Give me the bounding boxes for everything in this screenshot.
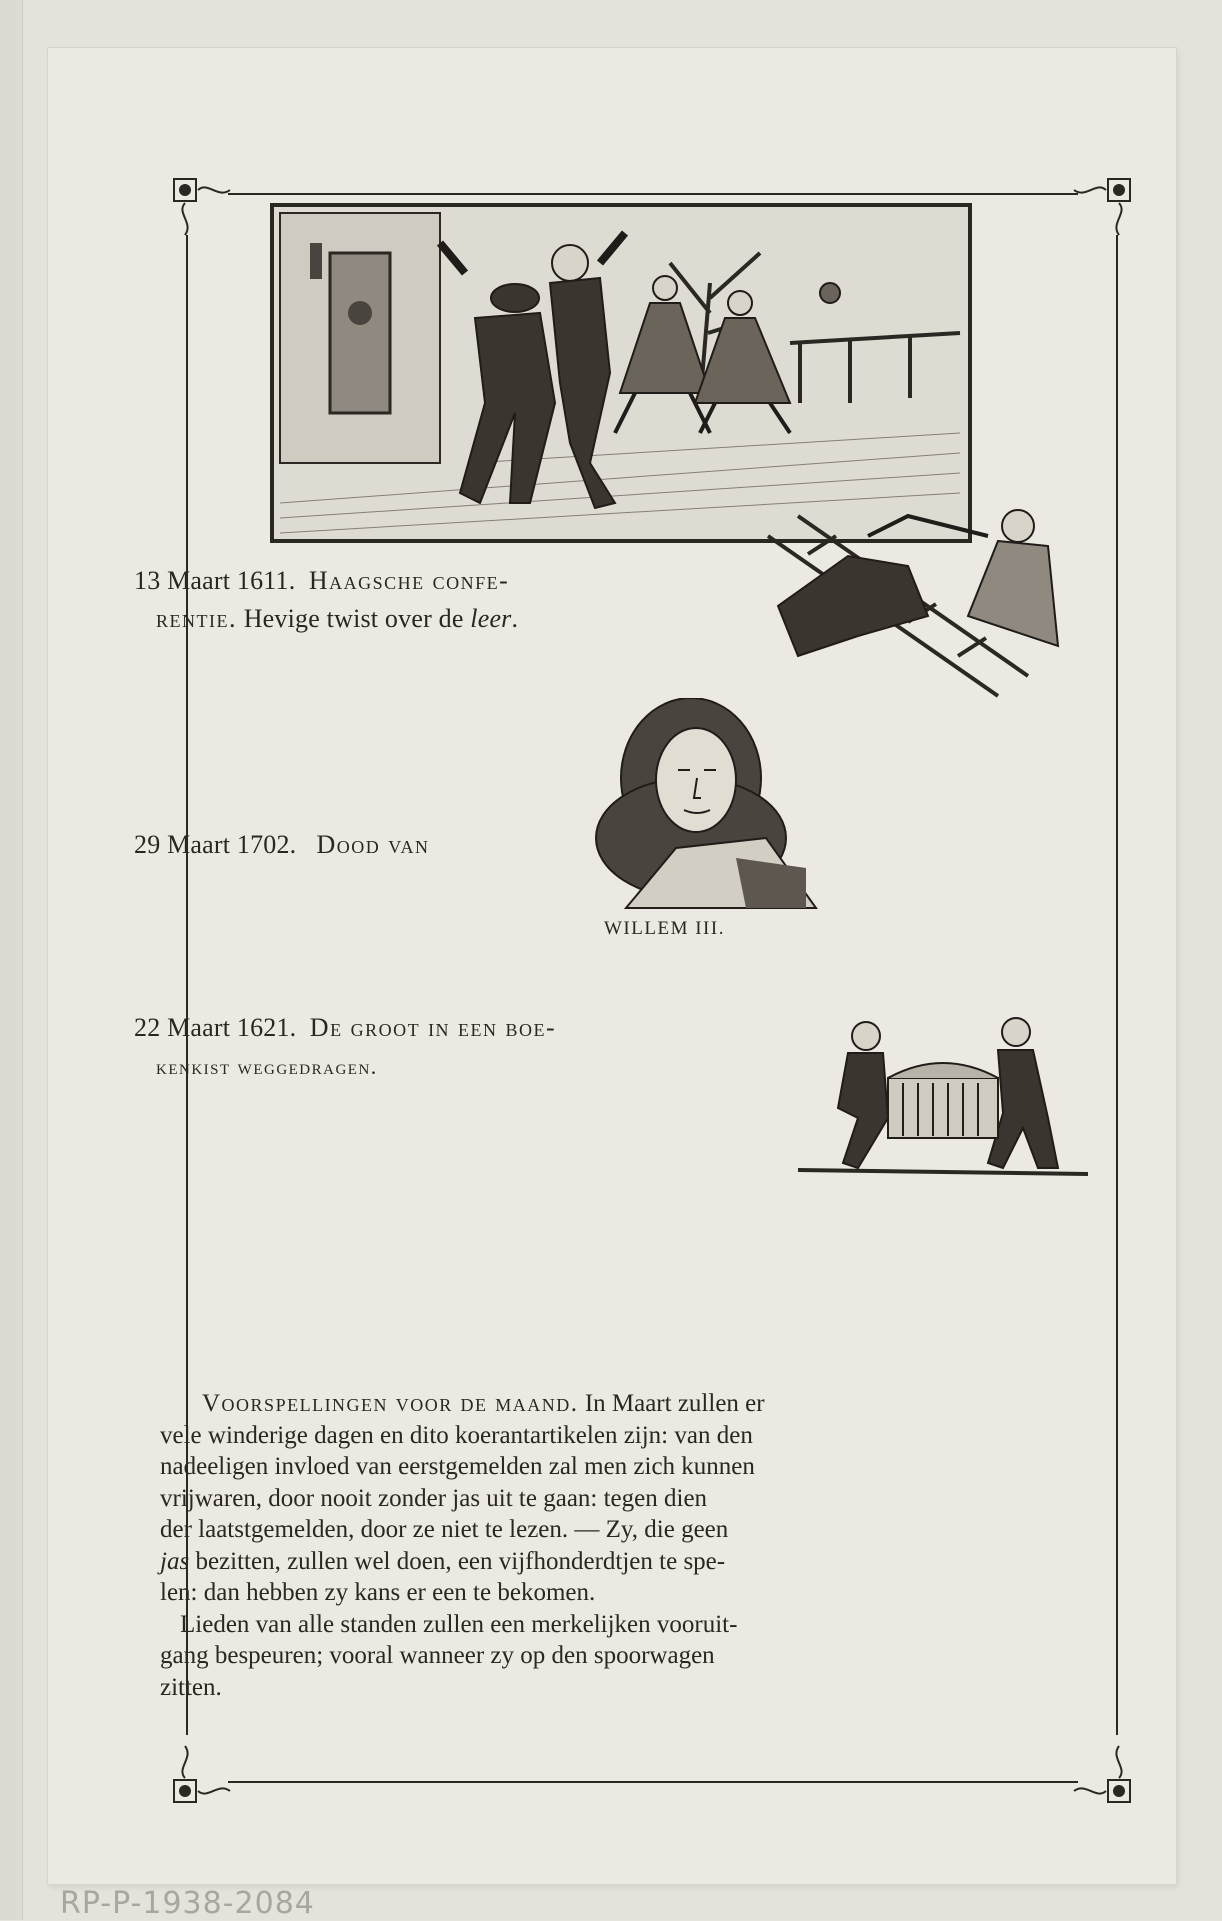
ladder-quarrel-illustration (748, 496, 1078, 706)
entry-2-caption (134, 826, 429, 864)
predictions-line-7: len: dan hebben zy kans er een te bekomen. (160, 1579, 596, 1606)
entry-2-title: Dood van (316, 830, 430, 859)
predictions-para2-line-3: zitten. (160, 1673, 222, 1701)
entry-3-title-cont: kenkist weggedragen. (156, 1054, 378, 1079)
predictions-line-3: nadeeligen invloed van eerstgemelden zal men zich kunnen (160, 1453, 755, 1480)
predictions-heading: Voorspellingen voor de maand. (202, 1390, 579, 1417)
entry-3-date: 22 Maart 1621. (134, 1013, 297, 1042)
corner-ornament-icon (168, 173, 232, 237)
predictions-para2-line-1: Lieden van alle standen zullen een merkelijken vooruit- (180, 1610, 738, 1638)
entry-1-text: Hevige twist over de (243, 604, 464, 633)
predictions-paragraph (160, 1388, 1030, 1703)
entry-1-title: Haagsche confe- (308, 566, 510, 595)
entry-1-italic-word: leer (470, 604, 512, 633)
corner-ornament-icon (1072, 1744, 1136, 1808)
almanac-page (48, 48, 1176, 1884)
entry-1-date: 13 Maart 1611. (134, 566, 296, 595)
predictions-line-4: vrijwaren, door nooit zonder jas uit te gaan: tegen dien (160, 1484, 708, 1512)
catalog-number: RP-P-1938-2084 (60, 1886, 315, 1921)
predictions-line-5: der laatstgemelden, door ze niet te lezen. — Zy, die geen (160, 1516, 729, 1543)
entry-2-date: 29 Maart 1702. (134, 830, 297, 859)
corner-ornament-icon (168, 1744, 232, 1808)
street-fight-illustration (270, 203, 972, 543)
adjacent-page-edge (0, 0, 23, 1920)
predictions-para2-line-2: gang bespeuren; vooral wanneer zy op den spoorwagen (160, 1642, 715, 1669)
entry-1-title-cont: rentie. (156, 604, 237, 633)
predictions-line-6: bezitten, zullen wel doen, een vijfhonderdtjen te spe- (195, 1547, 726, 1575)
willem-iii-portrait (566, 698, 846, 916)
corner-ornament-icon (1072, 173, 1136, 237)
entry-3-caption (134, 1009, 654, 1086)
predictions-italic-jas: jas (160, 1547, 190, 1575)
predictions-line-2: vele winderige dagen en dito koerantartikelen zijn: van den (160, 1421, 753, 1449)
entry-1-period: . (511, 604, 519, 633)
book-chest-illustration (788, 1008, 1098, 1178)
entry-1-caption (134, 562, 654, 638)
predictions-line-1: In Maart zullen er (584, 1390, 765, 1417)
portrait-caption: WILLEM III. (604, 918, 725, 939)
entry-3-title: De groot in een boe- (309, 1013, 557, 1042)
